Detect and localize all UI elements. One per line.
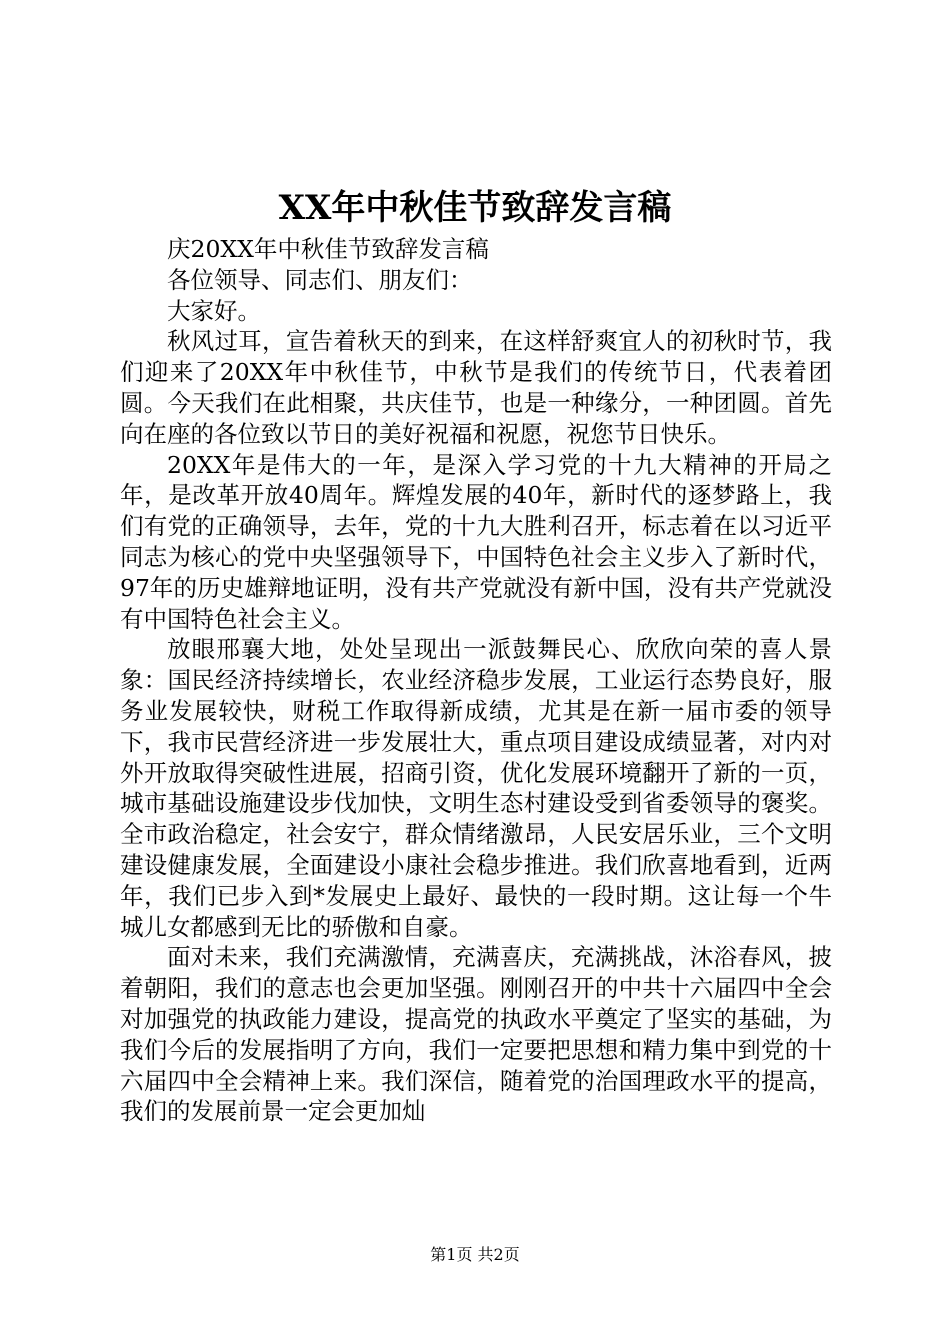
paragraph-future: 面对未来，我们充满激情，充满喜庆，充满挑战，沐浴春风，披着朝阳，我们的意志也会更加坚强。刚刚召开的中共十六届四中全会对加强党的执政能力建设，提高党的执政水平奠定了坚实的基础，为我们今后的发展指明了方向，我们一定要把思想和精力集中到党的十六届四中全会精神上来。我们深信，随着党的治国理政水平的提高，我们的发展前景一定会更加灿 [120,943,832,1126]
paragraph-autumn: 秋风过耳，宣告着秋天的到来，在这样舒爽宜人的初秋时节，我们迎来了20XX年中秋佳节，中秋节是我们的传统节日，代表着团圆。今天我们在此相聚，共庆佳节，也是一种缘分，一种团圆。首先向在座的各位致以节日的美好祝福和祝愿，祝您节日快乐。 [120,327,832,448]
paragraph-xingxiang: 放眼邢襄大地，处处呈现出一派鼓舞民心、欣欣向荣的喜人景象：国民经济持续增长，农业经济稳步发展，工业运行态势良好，服务业发展较快，财税工作取得新成绩，尤其是在新一届市委的领导下，我市民营经济进一步发展壮大，重点项目建设成绩显著，对内对外开放取得突破性进展，招商引资，优化发展环境翻开了新的一页，城市基础设施建设步伐加快，文明生态村建设受到省委领导的褒奖。全市政治稳定，社会安宁，群众情绪激昂，人民安居乐业，三个文明建设健康发展，全面建设小康社会稳步推进。我们欣喜地看到，近两年，我们已步入到*发展史上最好、最快的一段时期。这让每一个牛城儿女都感到无比的骄傲和自豪。 [120,635,832,941]
salutation: 各位领导、同志们、朋友们： [167,265,473,294]
document-title: XX年中秋佳节致辞发言稿 [278,188,672,228]
document-body [120,234,832,1127]
paragraph-year: 20XX年是伟大的一年，是深入学习党的十九大精神的开局之年，是改革开放40周年。辉煌发展的40年，新时代的逐梦路上，我们有党的正确领导，去年，党的十九大胜利召开，标志着在以习近平同志为核心的党中央坚强领导下，中国特色社会主义步入了新时代，97年的历史雄辩地证明，没有共产党就没有新中国，没有共产党就没有中国特色社会主义。 [120,450,832,633]
subtitle-line: 庆20XX年中秋佳节致辞发言稿 [167,235,489,263]
greeting: 大家好。 [167,296,261,325]
page-number-footer: 第1页 共2页 [430,1245,520,1264]
